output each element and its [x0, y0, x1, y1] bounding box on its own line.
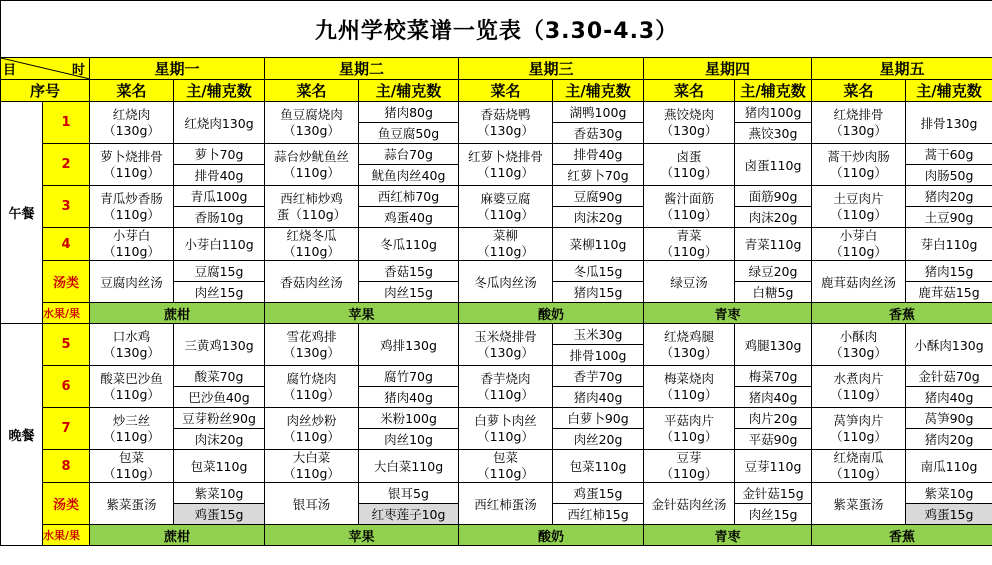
- dish-line: （110g）: [477, 466, 534, 481]
- amount-cell: 萝卜70g: [174, 144, 265, 165]
- dish-line: （110g）: [830, 164, 887, 180]
- dish-line: （110g）: [103, 206, 160, 222]
- dish-cell: [812, 186, 906, 228]
- amount-cell: 平菇90g: [735, 429, 812, 450]
- amount-cell: 酸菜70g: [174, 366, 265, 387]
- amount-cell: 猪肉100g: [735, 102, 812, 123]
- dish-cell: [644, 450, 735, 483]
- dish-line: 青瓜炒香肠: [100, 190, 163, 206]
- amount-cell: 梅菜70g: [735, 366, 812, 387]
- amount-cell: 银耳5g: [359, 483, 459, 504]
- dish-cell: [265, 144, 359, 186]
- amount-header: 主/辅克数: [174, 80, 265, 102]
- dish-cell: [459, 408, 553, 450]
- dish-cell: [459, 228, 553, 261]
- dish-line: 酸菜巴沙鱼: [100, 370, 163, 386]
- amount-cell: 西红柿15g: [553, 504, 644, 525]
- amount-cell: 土豆90g: [906, 207, 992, 228]
- dish-line: 鱼豆腐烧肉: [280, 106, 343, 122]
- amount-cell: 湖鸭100g: [553, 102, 644, 123]
- dish-cell: [644, 144, 735, 186]
- dish-line: 菜柳: [492, 228, 518, 243]
- day-header: 星期三: [459, 58, 644, 80]
- amount-cell: 猪肉40g: [359, 387, 459, 408]
- amount-cell: 猪肉40g: [553, 387, 644, 408]
- dish-line: （110g）: [477, 386, 534, 402]
- soup-name: 西红柿蛋汤: [459, 483, 553, 525]
- dish-cell: [644, 324, 735, 366]
- amount-cell: 白萝卜90g: [553, 408, 644, 429]
- fruit-cell: 酸奶: [459, 525, 644, 546]
- dish-line: 肉丝炒粉: [286, 412, 337, 428]
- row-number: 1: [43, 102, 90, 144]
- dish-cell: [644, 408, 735, 450]
- amount-cell: 肉沫20g: [174, 429, 265, 450]
- amount-cell: 冬瓜110g: [359, 228, 459, 261]
- fruit-cell: 酸奶: [459, 303, 644, 324]
- row-number: 5: [43, 324, 90, 366]
- amount-cell: 猪肉15g: [553, 282, 644, 303]
- dish-line: 蛋（110g）: [276, 206, 347, 222]
- dish-line: （110g）: [283, 164, 340, 180]
- dish-line: （130g）: [103, 344, 160, 360]
- amount-cell: 鸡蛋40g: [359, 207, 459, 228]
- amount-cell: 香菇30g: [553, 123, 644, 144]
- amount-cell: 豆芽粉丝90g: [174, 408, 265, 429]
- amount-cell: 金针菇15g: [735, 483, 812, 504]
- dish-line: 玉米烧排骨: [474, 328, 537, 344]
- dish-line: 口水鸡: [112, 328, 151, 344]
- dish-line: 蒿干炒肉肠: [827, 148, 890, 164]
- dish-line: 莴笋肉片: [833, 412, 884, 428]
- dish-cell: [812, 408, 906, 450]
- soup-label: 汤类: [43, 483, 90, 525]
- dish-line: 酱汁面筋: [663, 190, 714, 206]
- dish-line: 燕饺烧肉: [663, 106, 714, 122]
- dish-line: 卤蛋: [676, 148, 702, 164]
- amount-cell: 肉丝15g: [735, 504, 812, 525]
- dish-cell: [265, 324, 359, 366]
- soup-name: 银耳汤: [265, 483, 359, 525]
- dish-line: （110g）: [830, 428, 887, 444]
- day-header: 星期四: [644, 58, 812, 80]
- page-title: 九州学校菜谱一览表（3.30-4.3）: [1, 1, 992, 58]
- amount-cell: 香芋70g: [553, 366, 644, 387]
- amount-cell: 腐竹70g: [359, 366, 459, 387]
- dish-line: （110g）: [103, 386, 160, 402]
- dish-cell: [265, 186, 359, 228]
- dish-cell: [459, 324, 553, 366]
- amount-cell: 包菜110g: [553, 450, 644, 483]
- amount-cell: 鸡蛋15g: [906, 504, 992, 525]
- dish-line: 大白菜: [292, 450, 331, 465]
- dish-line: 红烧排骨: [833, 106, 884, 122]
- amount-cell: 紫菜10g: [174, 483, 265, 504]
- amount-cell: 大白菜110g: [359, 450, 459, 483]
- dish-cell: [812, 102, 906, 144]
- dish-cell: [90, 450, 174, 483]
- dish-line: （110g）: [660, 428, 718, 444]
- row-number: 8: [43, 450, 90, 483]
- dish-cell: [644, 366, 735, 408]
- amount-cell: 冬瓜15g: [553, 261, 644, 282]
- amount-cell: 鸡蛋15g: [553, 483, 644, 504]
- dinner-label: 晚餐: [1, 324, 43, 546]
- amount-cell: 猪肉40g: [735, 387, 812, 408]
- dish-line: （110g）: [830, 244, 887, 259]
- amount-cell: 猪肉20g: [906, 186, 992, 207]
- dish-name-header: 菜名: [265, 80, 359, 102]
- row-number: 2: [43, 144, 90, 186]
- dish-line: （110g）: [103, 466, 160, 481]
- row-number: 4: [43, 228, 90, 261]
- dish-line: （130g）: [830, 122, 887, 138]
- dish-cell: [265, 102, 359, 144]
- dish-line: （110g）: [830, 206, 887, 222]
- soup-name: 鹿茸菇肉丝汤: [812, 261, 906, 303]
- dish-cell: [644, 186, 735, 228]
- fruit-cell: 蔗柑: [90, 303, 265, 324]
- dish-line: （110g）: [103, 428, 160, 444]
- amount-cell: 肉丝15g: [174, 282, 265, 303]
- amount-cell: 西红柿70g: [359, 186, 459, 207]
- amount-cell: 豆芽110g: [735, 450, 812, 483]
- amount-cell: 猪肉20g: [906, 429, 992, 450]
- lunch-label: 午餐: [1, 102, 43, 324]
- fruit-cell: 青枣: [644, 303, 812, 324]
- dish-line: （110g）: [283, 466, 340, 481]
- dish-line: 小芽白: [839, 228, 878, 243]
- amount-cell: 三黄鸡130g: [174, 324, 265, 366]
- dish-line: （130g）: [477, 122, 534, 138]
- fruit-cell: 蔗柑: [90, 525, 265, 546]
- dish-cell: [90, 366, 174, 408]
- dish-line: （110g）: [283, 428, 340, 444]
- amount-cell: 卤蛋110g: [735, 144, 812, 186]
- amount-cell: 肉片20g: [735, 408, 812, 429]
- amount-header: 主/辅克数: [359, 80, 459, 102]
- amount-cell: 金针菇70g: [906, 366, 992, 387]
- amount-cell: 绿豆20g: [735, 261, 812, 282]
- amount-cell: 紫菜10g: [906, 483, 992, 504]
- dish-line: （110g）: [660, 206, 718, 222]
- amount-cell: 豆腐15g: [174, 261, 265, 282]
- amount-cell: 香菇15g: [359, 261, 459, 282]
- dish-cell: [265, 408, 359, 450]
- dish-line: 萝卜烧排骨: [100, 148, 163, 164]
- dish-line: （110g）: [477, 164, 534, 180]
- dish-line: 香菇烧鸭: [480, 106, 531, 122]
- dish-name-header: 菜名: [812, 80, 906, 102]
- fruit-label: 水果/果: [43, 525, 90, 546]
- dish-name-header: 菜名: [459, 80, 553, 102]
- dish-line: 白萝卜肉丝: [474, 412, 537, 428]
- amount-cell: 鸡排130g: [359, 324, 459, 366]
- fruit-label: 水果/果: [43, 303, 90, 324]
- dish-line: 土豆肉片: [833, 190, 884, 206]
- amount-header: 主/辅克数: [735, 80, 812, 102]
- dish-line: 麻婆豆腐: [480, 190, 531, 206]
- row-number: 7: [43, 408, 90, 450]
- amount-cell: 猪肉80g: [359, 102, 459, 123]
- amount-cell: 肉沫20g: [553, 207, 644, 228]
- dish-line: 腐竹烧肉: [286, 370, 337, 386]
- amount-cell: 肉丝20g: [553, 429, 644, 450]
- amount-cell: 豆腐90g: [553, 186, 644, 207]
- dish-line: 梅菜烧肉: [663, 370, 714, 386]
- dish-line: （130g）: [283, 122, 340, 138]
- soup-name: 紫菜蛋汤: [90, 483, 174, 525]
- dish-cell: [459, 144, 553, 186]
- dish-line: 红萝卜烧排骨: [467, 148, 543, 164]
- amount-cell: 菜柳110g: [553, 228, 644, 261]
- dish-cell: [459, 450, 553, 483]
- amount-cell: 鱿鱼肉丝40g: [359, 165, 459, 186]
- amount-cell: 排骨100g: [553, 345, 644, 366]
- row-number: 3: [43, 186, 90, 228]
- fruit-cell: 苹果: [265, 303, 459, 324]
- dish-cell: [644, 102, 735, 144]
- amount-cell: 鱼豆腐50g: [359, 123, 459, 144]
- dish-line: 小芽白: [112, 228, 151, 243]
- amount-cell: 蒜台70g: [359, 144, 459, 165]
- soup-name: 紫菜蛋汤: [812, 483, 906, 525]
- amount-cell: 红枣莲子10g: [359, 504, 459, 525]
- dish-line: 红烧南瓜: [833, 450, 884, 465]
- amount-cell: 猪肉40g: [906, 387, 992, 408]
- amount-cell: 肉肠50g: [906, 165, 992, 186]
- amount-cell: 肉丝10g: [359, 429, 459, 450]
- soup-name: 绿豆汤: [644, 261, 735, 303]
- amount-cell: 鸡腿130g: [735, 324, 812, 366]
- dish-line: 水煮肉片: [833, 370, 884, 386]
- soup-name: 金针菇肉丝汤: [644, 483, 735, 525]
- dish-line: 包菜: [118, 450, 144, 465]
- amount-cell: 面筋90g: [735, 186, 812, 207]
- dish-cell: [90, 102, 174, 144]
- row-number: 6: [43, 366, 90, 408]
- dish-line: （110g）: [660, 466, 718, 481]
- amount-cell: 排骨130g: [906, 102, 992, 144]
- dish-cell: [812, 144, 906, 186]
- dish-line: 炒三丝: [112, 412, 151, 428]
- amount-cell: 青瓜100g: [174, 186, 265, 207]
- amount-cell: 巴沙鱼40g: [174, 387, 265, 408]
- dish-line: 雪花鸡排: [286, 328, 337, 344]
- dish-cell: [812, 228, 906, 261]
- corner-right-label: 时: [71, 63, 85, 78]
- amount-cell: 鸡蛋15g: [174, 504, 265, 525]
- amount-cell: 蒿干60g: [906, 144, 992, 165]
- amount-cell: 肉丝15g: [359, 282, 459, 303]
- amount-header: 主/辅克数: [906, 80, 992, 102]
- dish-line: （130g）: [103, 122, 160, 138]
- amount-cell: 米粉100g: [359, 408, 459, 429]
- dish-line: （110g）: [477, 206, 534, 222]
- amount-cell: 燕饺30g: [735, 123, 812, 144]
- dish-line: 小酥肉: [839, 328, 878, 344]
- dish-line: （110g）: [103, 164, 160, 180]
- amount-cell: 肉沫20g: [735, 207, 812, 228]
- dish-cell: [459, 366, 553, 408]
- dish-line: （110g）: [830, 466, 887, 481]
- dish-name-header: 菜名: [90, 80, 174, 102]
- dish-cell: [90, 408, 174, 450]
- dish-line: 包菜: [492, 450, 518, 465]
- dish-line: 西红柿炒鸡: [280, 190, 343, 206]
- amount-cell: 香肠10g: [174, 207, 265, 228]
- corner-left-label: 目: [3, 63, 17, 78]
- dish-cell: [265, 228, 359, 261]
- fruit-cell: 青枣: [644, 525, 812, 546]
- amount-cell: 排骨40g: [174, 165, 265, 186]
- fruit-cell: 香蕉: [812, 303, 992, 324]
- amount-cell: 红烧肉130g: [174, 102, 265, 144]
- dish-line: 蒜台炒鱿鱼丝: [273, 148, 349, 164]
- dish-cell: [90, 324, 174, 366]
- dish-line: （110g）: [660, 386, 718, 402]
- amount-cell: 猪肉15g: [906, 261, 992, 282]
- amount-cell: 小芽白110g: [174, 228, 265, 261]
- dish-line: （110g）: [660, 244, 718, 259]
- dish-line: （110g）: [283, 244, 340, 259]
- dish-line: （130g）: [283, 344, 340, 360]
- index-header: 序号: [1, 80, 90, 102]
- dish-line: 红烧冬瓜: [286, 228, 337, 243]
- dish-cell: [812, 324, 906, 366]
- amount-header: 主/辅克数: [553, 80, 644, 102]
- soup-name: 冬瓜肉丝汤: [459, 261, 553, 303]
- amount-cell: 白糖5g: [735, 282, 812, 303]
- dish-cell: [265, 450, 359, 483]
- dish-cell: [812, 450, 906, 483]
- dish-line: 红烧肉: [112, 106, 151, 122]
- dish-line: （110g）: [660, 164, 718, 180]
- amount-cell: 小酥肉130g: [906, 324, 992, 366]
- dish-line: 豆芽: [676, 450, 702, 465]
- dish-line: （130g）: [830, 344, 887, 360]
- dish-line: （110g）: [830, 386, 887, 402]
- dish-line: 香芋烧肉: [480, 370, 531, 386]
- dish-line: （110g）: [477, 428, 534, 444]
- dish-line: （130g）: [660, 344, 718, 360]
- dish-cell: [812, 366, 906, 408]
- dish-cell: [644, 228, 735, 261]
- dish-line: 红烧鸡腿: [663, 328, 714, 344]
- amount-cell: 南瓜110g: [906, 450, 992, 483]
- amount-cell: 芽白110g: [906, 228, 992, 261]
- dish-line: （130g）: [660, 122, 718, 138]
- dish-cell: [90, 144, 174, 186]
- day-header: 星期五: [812, 58, 992, 80]
- dish-line: （110g）: [103, 244, 160, 259]
- dish-line: 平菇肉片: [663, 412, 714, 428]
- amount-cell: 排骨40g: [553, 144, 644, 165]
- amount-cell: 青菜110g: [735, 228, 812, 261]
- dish-name-header: 菜名: [644, 80, 735, 102]
- amount-cell: 鹿茸菇15g: [906, 282, 992, 303]
- soup-name: 香菇肉丝汤: [265, 261, 359, 303]
- amount-cell: 红萝卜70g: [553, 165, 644, 186]
- dish-cell: [459, 102, 553, 144]
- day-header: 星期一: [90, 58, 265, 80]
- dish-cell: [90, 186, 174, 228]
- dish-line: （110g）: [283, 386, 340, 402]
- soup-name: 豆腐肉丝汤: [90, 261, 174, 303]
- dish-line: （130g）: [477, 344, 534, 360]
- amount-cell: 玉米30g: [553, 324, 644, 345]
- dish-cell: [265, 366, 359, 408]
- fruit-cell: 香蕉: [812, 525, 992, 546]
- day-header: 星期二: [265, 58, 459, 80]
- dish-line: （110g）: [477, 244, 534, 259]
- dish-cell: [459, 186, 553, 228]
- soup-label: 汤类: [43, 261, 90, 303]
- corner-header: [1, 58, 90, 80]
- dish-cell: [90, 228, 174, 261]
- fruit-cell: 苹果: [265, 525, 459, 546]
- dish-line: 青菜: [676, 228, 702, 243]
- amount-cell: 莴笋90g: [906, 408, 992, 429]
- amount-cell: 包菜110g: [174, 450, 265, 483]
